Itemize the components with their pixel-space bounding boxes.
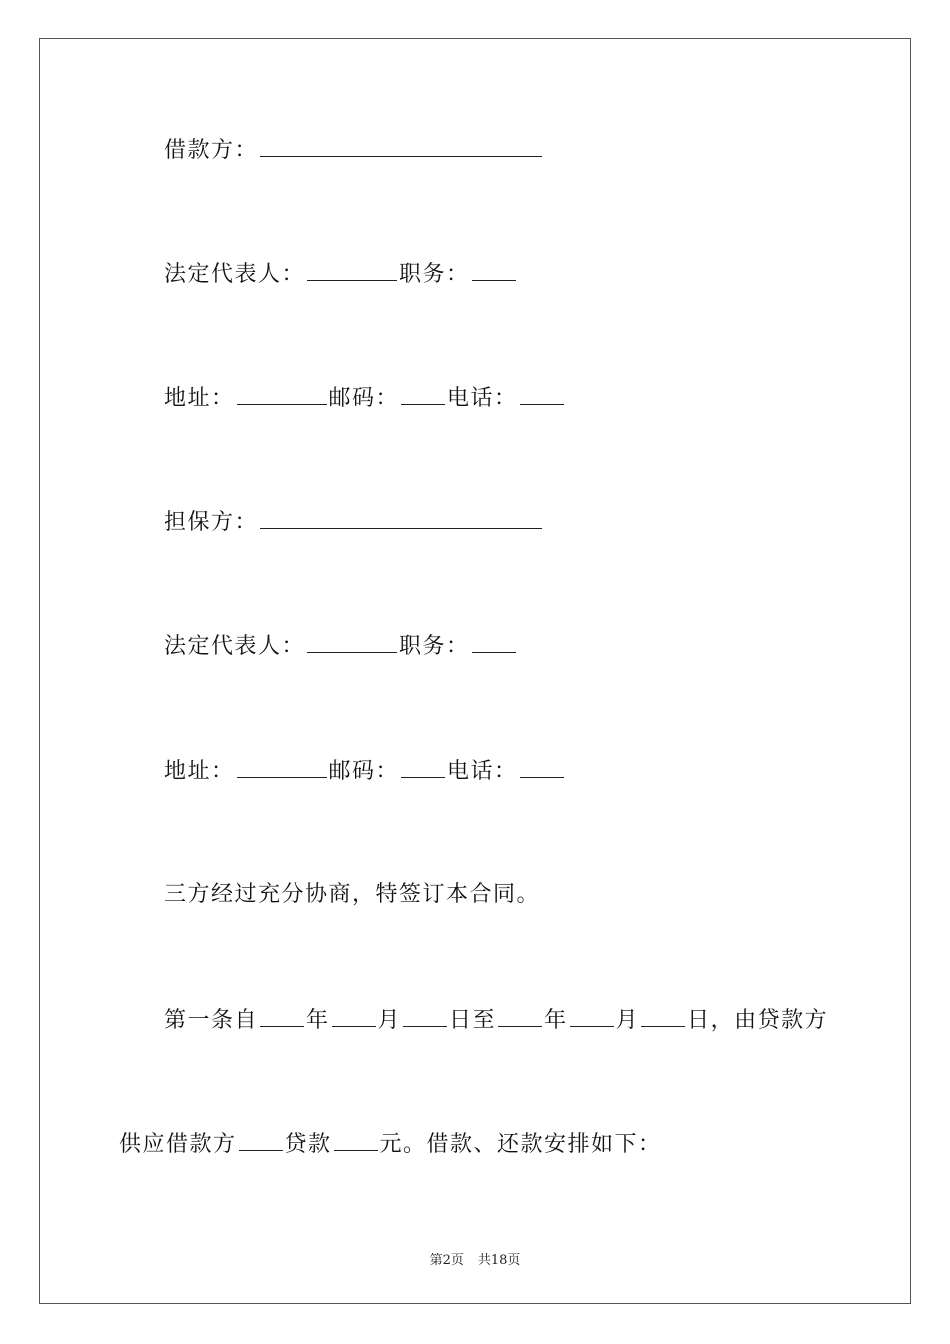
month-label: 月: [615, 1008, 640, 1033]
day-comma-label: 日，由贷款方: [687, 1008, 829, 1033]
page-footer: [0, 1249, 950, 1268]
representative-label: 法定代表人：: [164, 262, 306, 287]
page-border: [39, 38, 911, 1304]
article-prefix: 第一条自: [164, 1008, 259, 1033]
phone-label: 电话：: [447, 759, 518, 784]
supply-line: [119, 1130, 662, 1159]
loan-label: 贷款: [284, 1132, 332, 1157]
address-label: 地址：: [164, 386, 235, 411]
borrower-label: 借款方：: [164, 138, 259, 163]
day-to-label: 日至: [449, 1008, 497, 1033]
start-year-blank[interactable]: [260, 1006, 304, 1027]
position-blank[interactable]: [472, 632, 516, 653]
phone-blank[interactable]: [520, 757, 564, 778]
lender-blank[interactable]: [239, 1130, 283, 1151]
article-one-line: [164, 1006, 828, 1035]
postcode-label: 邮码：: [328, 759, 400, 784]
start-day-blank[interactable]: [403, 1006, 447, 1027]
year-label: 年: [306, 1008, 330, 1033]
guarantor-label: 担保方：: [164, 510, 259, 535]
phone-blank[interactable]: [520, 384, 564, 405]
end-month-blank[interactable]: [570, 1006, 614, 1027]
borrower-blank[interactable]: [260, 136, 542, 157]
address-label: 地址：: [164, 759, 235, 784]
position-blank[interactable]: [472, 260, 516, 281]
postcode-blank[interactable]: [401, 757, 445, 778]
guarantor-representative-line: [164, 632, 518, 661]
month-label: 月: [377, 1008, 402, 1033]
yuan-suffix: 元。借款、还款安排如下：: [379, 1132, 662, 1157]
total-pages: 共18页: [477, 1253, 521, 1268]
year-label: 年: [544, 1008, 568, 1033]
amount-blank[interactable]: [334, 1130, 378, 1151]
address-blank[interactable]: [237, 757, 327, 778]
postcode-blank[interactable]: [401, 384, 445, 405]
address-blank[interactable]: [237, 384, 327, 405]
start-month-blank[interactable]: [332, 1006, 376, 1027]
representative-label: 法定代表人：: [164, 634, 306, 659]
borrower-line: [164, 136, 544, 165]
postcode-label: 邮码：: [328, 386, 400, 411]
representative-blank[interactable]: [307, 632, 397, 653]
representative-blank[interactable]: [307, 260, 397, 281]
negotiation-paragraph: 三方经过充分协商，特签订本合同。: [164, 882, 541, 907]
end-day-blank[interactable]: [641, 1006, 685, 1027]
guarantor-blank[interactable]: [260, 508, 542, 529]
guarantor-line: [164, 508, 544, 537]
page-number: 第2页: [429, 1253, 464, 1268]
position-label: 职务：: [399, 262, 470, 287]
guarantor-address-line: [164, 757, 566, 786]
borrower-representative-line: [164, 260, 518, 289]
borrower-address-line: [164, 384, 566, 413]
supply-prefix: 供应借款方: [119, 1132, 237, 1157]
phone-label: 电话：: [447, 386, 518, 411]
position-label: 职务：: [399, 634, 470, 659]
end-year-blank[interactable]: [498, 1006, 542, 1027]
